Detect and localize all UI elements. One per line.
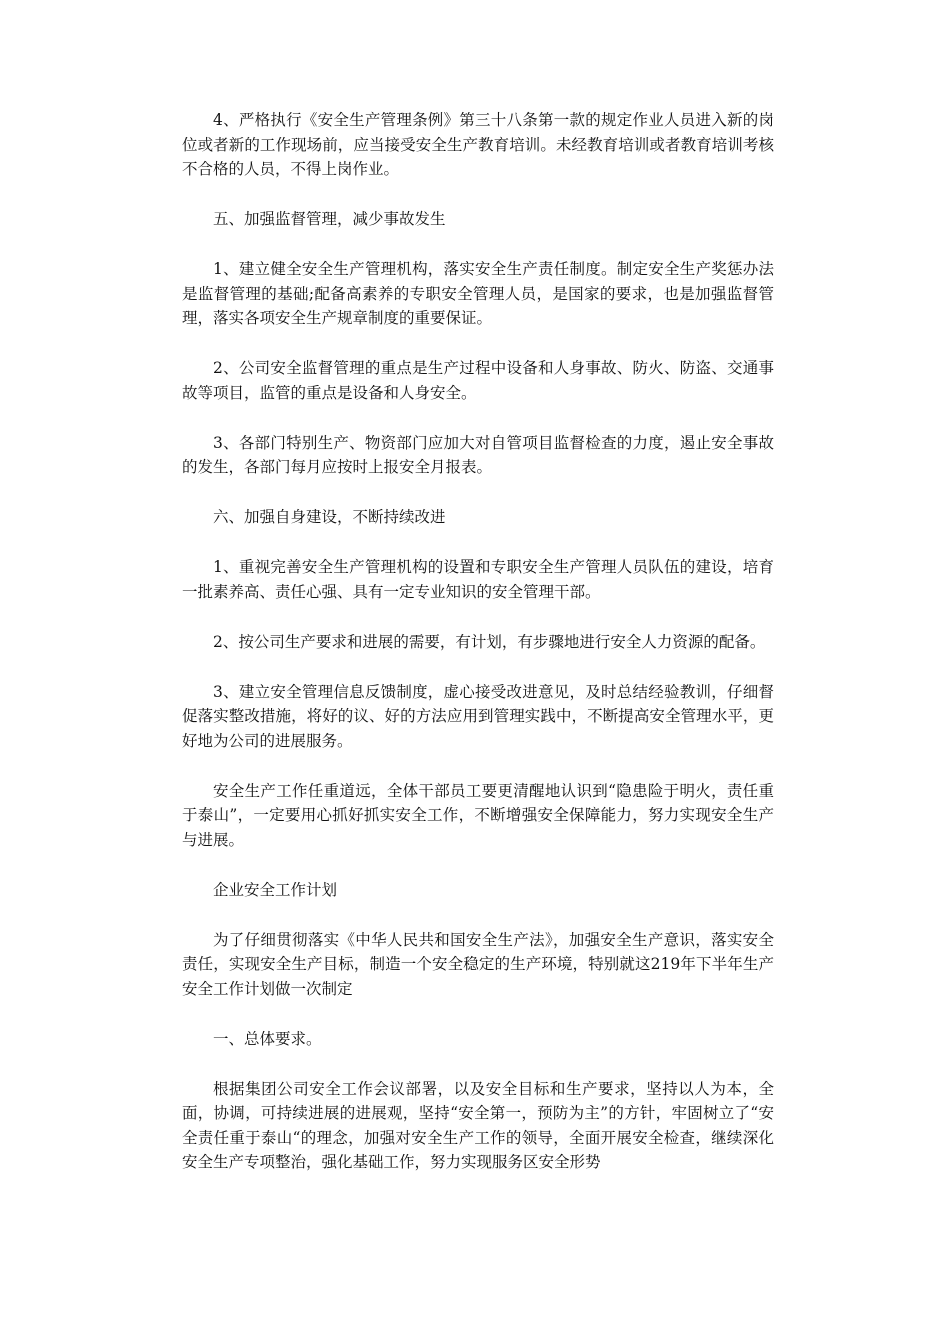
paragraph-item-2-human-resources: 2、按公司生产要求和进展的需要，有计划，有步骤地进行安全人力资源的配备。 xyxy=(213,632,766,651)
paragraph-item-3-department-inspection: 3、各部门特别生产、物资部门应加大对自管项目监督检查的力度，遏止安全事故的发生，各部门每月应按时上报安全月报表。 xyxy=(182,433,774,476)
document-page xyxy=(182,108,774,1200)
paragraph-item-2-supervision-focus: 2、公司安全监督管理的重点是生产过程中设备和人身事故、防火、防盗、交通事故等项目，监管的重点是设备和人身安全。 xyxy=(182,359,774,402)
section-heading-5-supervision: 五、加强监督管理，减少事故发生 xyxy=(213,210,446,228)
paragraph-item-4-induction-training: 4、严格执行《安全生产管理条例》第三十八条第一款的规定作业人员进入新的岗位或者新的工作现场前，应当接受安全生产教育培训。未经教育培训或者教育培训考核不合格的人员，不得上岗作业。 xyxy=(182,111,774,178)
paragraph-conclusion: 安全生产工作任重道远，全体干部员工要更清醒地认识到“隐患险于明火，责任重于泰山”，一定要用心抓好抓实安全工作，不断增强安全保障能力，努力实现安全生产与进展。 xyxy=(182,781,774,849)
paragraph-plan-intro: 为了仔细贯彻落实《中华人民共和国安全生产法》，加强安全生产意识，落实安全责任，实现安全生产目标，制造一个安全稳定的生产环境，特别就这219年下半年生产安全工作计划做一次制定 xyxy=(182,930,774,998)
paragraph-general-requirements-body: 根据集团公司安全工作会议部署，以及安全目标和生产要求，坚持以人为本，全面，协调，可持续进展的进展观，坚持“安全第一，预防为主”的方针，牢固树立了“安全责任重于泰山“的理念，加强对安全生产工作的领导，全面开展安全检查，继续深化安全生产专项整治，强化基础工作，努力实现服务区安全形势 xyxy=(182,1079,774,1171)
paragraph-item-3-feedback-system: 3、建立安全管理信息反馈制度，虚心接受改进意见，及时总结经验教训，仔细督促落实整改措施，将好的议、好的方法应用到管理实践中，不断提高安全管理水平，更好地为公司的进展服务。 xyxy=(182,682,774,750)
paragraph-item-1-management-structure: 1、建立健全安全生产管理机构，落实安全生产责任制度。制定安全生产奖惩办法是监督管理的基础;配备高素养的专职安全管理人员，是国家的要求，也是加强监督管理，落实各项安全生产规章制度的重要保证。 xyxy=(182,260,774,327)
section-heading-6-self-building: 六、加强自身建设，不断持续改进 xyxy=(213,508,446,526)
document-subtitle: 企业安全工作计划 xyxy=(213,880,338,899)
section-heading-general-requirements: 一、总体要求。 xyxy=(213,1029,322,1048)
paragraph-item-1-staff-building: 1、重视完善安全生产管理机构的设置和专职安全生产管理人员队伍的建设，培育一批素养高、责任心强、具有一定专业知识的安全管理干部。 xyxy=(182,558,774,601)
